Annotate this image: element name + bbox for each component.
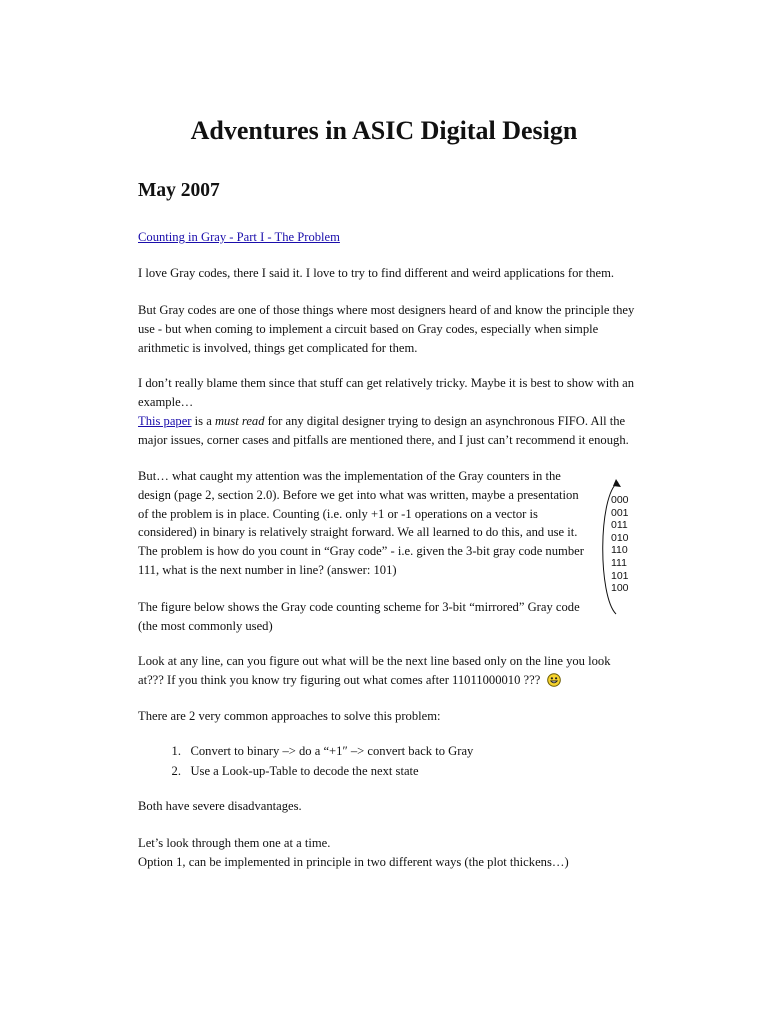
month-heading: May 2007 (138, 180, 220, 201)
gray-code-row: 101 (611, 569, 629, 582)
list-text: Use a Look-up-Table to decode the next state (190, 764, 419, 778)
smiley-icon (547, 673, 561, 693)
gray-code-row: 011 (611, 519, 628, 532)
gray-code-row: 001 (611, 506, 629, 519)
paragraph-attention: But… what caught my attention was the implementation of the Gray counters in the design (page 2, section 2.0). Before we get into what was written, maybe a presentation of the problem is in place. Counting (i.e. only +1 or -1 operations on a vector is considered) in binary is relatively straight forward. We all learned to do this, and use it. The problem is how do you count in “Gray code” - i.e. given the 3-bit gray code number 111, what is the next number in line? (answer: 101) (138, 469, 584, 577)
gray-code-row: 000 (611, 494, 629, 506)
paragraph-intro: I love Gray codes, there I said it. I love to try to find different and weird applications for them. (138, 266, 615, 280)
list-item (138, 761, 638, 781)
gray-code-row: 100 (611, 582, 629, 595)
paper-link[interactable]: This paper (138, 414, 192, 428)
paper-text-a: is a (191, 414, 215, 428)
paragraph-approaches: There are 2 very common approaches to solve this problem: (138, 709, 441, 723)
look-through-text: Let’s look through them one at a time. (138, 836, 331, 850)
paragraph-paper (138, 412, 638, 450)
gray-code-row: 111 (611, 556, 627, 569)
gray-code-row: 110 (611, 544, 628, 557)
paragraph-blame: I don’t really blame them since that stuff can get relatively tricky. Maybe it is best to show with an example… (138, 376, 635, 409)
option-one-text: Option 1, can be implemented in principle in two different ways (the plot thickens…) (138, 854, 569, 869)
post-title-link[interactable]: Counting in Gray - Part I - The Problem (138, 230, 340, 244)
paper-text-b: for any digital designer trying to design an asynchronous FIFO. All the major issues, corner cases and pitfalls are mentioned there, and I just can’t recommend it enough. (138, 414, 629, 447)
paragraph-disadvantages: Both have severe disadvantages. (138, 799, 302, 813)
list-number: 1. (171, 744, 181, 758)
paragraph-look-through (138, 834, 638, 872)
post-title-paragraph (138, 228, 638, 247)
paragraph-question (138, 652, 638, 693)
list-text: Convert to binary –> do a “+1″ –> convert back to Gray (190, 744, 474, 758)
approaches-list (138, 741, 638, 781)
gray-code-row: 010 (611, 531, 629, 544)
must-read-emphasis: must read (214, 414, 265, 428)
paragraph-figure: The figure below shows the Gray code counting scheme for 3-bit “mirrored” Gray code (the most commonly used) (138, 600, 580, 633)
question-text: Look at any line, can you figure out what will be the next line based only on the line you look at??? If you think you know try figuring out what comes after 11011000010 ??? (138, 654, 611, 687)
gray-code-sequence (611, 494, 629, 595)
paragraph-gray-codes: But Gray codes are one of those things where most designers heard of and know the principle they use - but when coming to implement a circuit based on Gray codes, especially when simple arithmetic is involved, things get complicated for them. (138, 303, 635, 355)
list-number: 2. (171, 764, 181, 778)
list-item (138, 741, 638, 761)
page-title: Adventures in ASIC Digital Design (190, 116, 578, 145)
